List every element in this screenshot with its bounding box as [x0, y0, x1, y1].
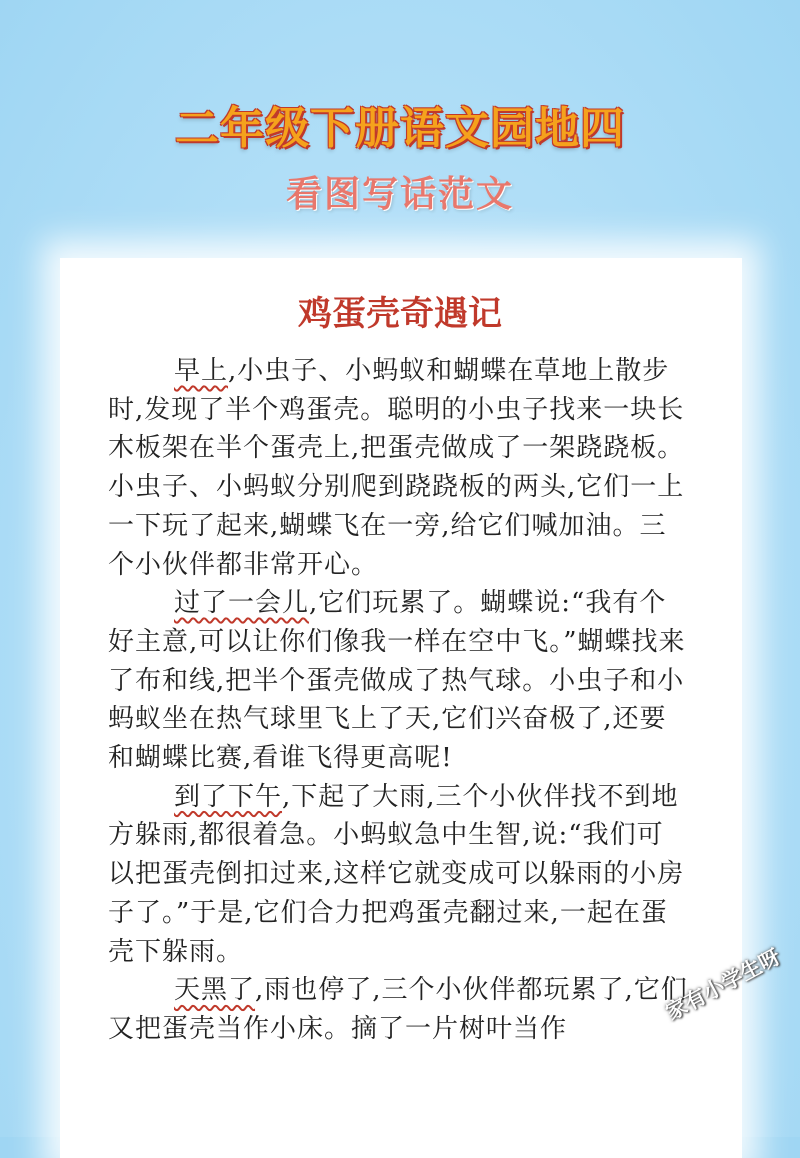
paragraph-1 — [108, 352, 688, 584]
page-subtitle: 看图写话范文 — [285, 174, 514, 215]
paragraph-3 — [108, 778, 688, 972]
paragraph-4 — [108, 971, 688, 1048]
paragraph-text: ,小虫子、小蚂蚁和蝴蝶在草地上散步时,发现了半个鸡蛋壳。聪明的小虫子找来一块长木板架在半个蛋壳上,把蛋壳做成了一架跷跷板。 小虫子、小蚂蚁分别爬到跷跷板的两头,它们一上一下玩了起来,蝴蝶飞在一旁,给它们喊加油。三个小伙伴都非常开心。 — [108, 356, 685, 580]
story-body — [108, 352, 688, 1049]
paragraph-text: ,它们玩累了。蝴蝶说:“我有个好主意,可以让你们像我一样在空中飞。”蝴蝶找来了布和线,把半个蛋壳做成了热气球。小虫子和小蚂蚁坐在热气球里飞上了天,它们兴奋极了,还要和蝴蝶比赛,看谁飞得更高呢! — [108, 588, 686, 774]
paragraph-2 — [108, 584, 688, 778]
time-phrase: 早上 — [174, 356, 229, 386]
watermark: 家有小学生呀 — [661, 944, 785, 1025]
time-phrase: 过了一会儿 — [174, 588, 310, 619]
paragraph-text: ,雨也停了,三个小伙伴都玩累了,它们又把蛋壳当作小床。摘了一片树叶当作 — [108, 975, 688, 1044]
time-phrase: 到了下午 — [174, 781, 283, 812]
paragraph-text: ,下起了大雨,三个小伙伴找不到地方躲雨,都很着急。小蚂蚁急中生智,说:“我们可以把蛋壳倒扣过来,这样它就变成可以躲雨的小房子了。”于是,它们合力把鸡蛋壳翻过来,一起在蛋壳下躲雨。 — [108, 781, 685, 967]
time-phrase: 天黑了 — [174, 975, 256, 1006]
page-title: 二年级下册语文园地四 — [175, 103, 625, 154]
story-title: 鸡蛋壳奇遇记 — [298, 294, 502, 334]
